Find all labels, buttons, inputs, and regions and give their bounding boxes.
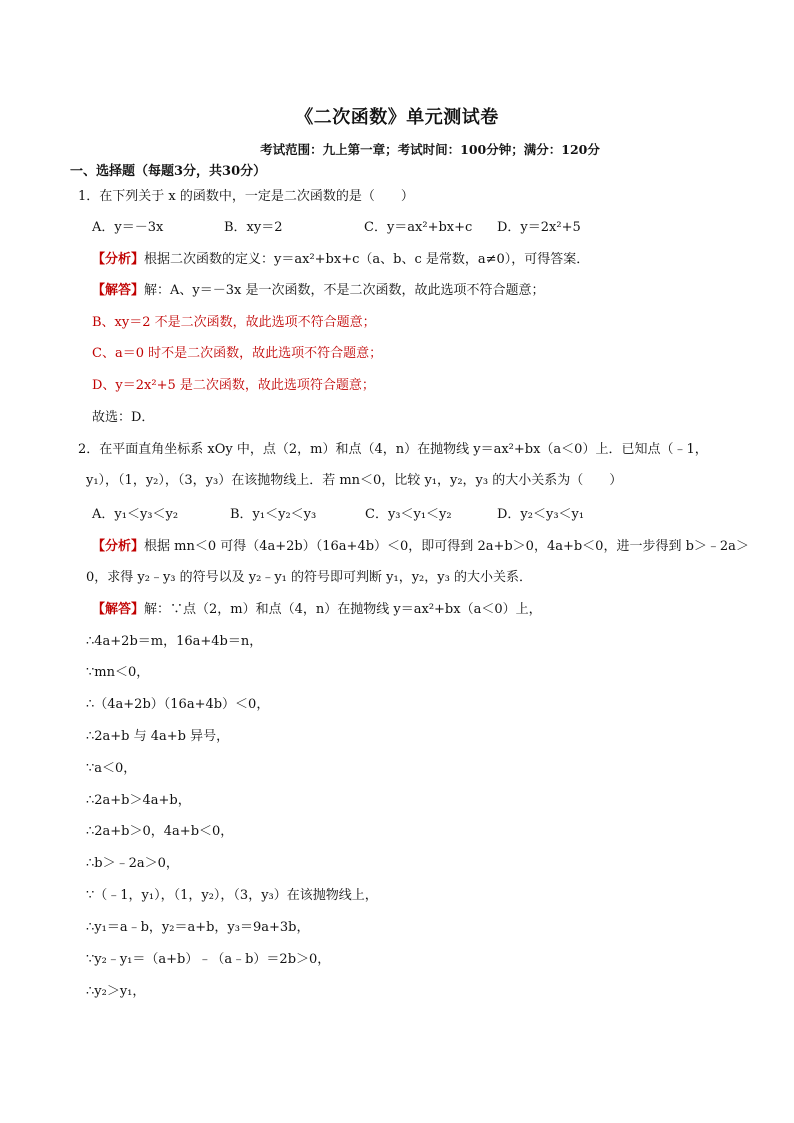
exam-info: 考试范围：九上第一章；考试时间：100分钟；满分：120分: [260, 142, 600, 157]
q2-step-2: ∵mn＜0，: [86, 665, 150, 680]
q2-step-10: ∴y₁＝a﹣b，y₂＝a+b，y₃＝9a+3b，: [86, 920, 310, 935]
q2-step-12: ∴y₂＞y₁，: [86, 984, 146, 999]
q1-answer-line-5: 故选：D．: [92, 410, 155, 425]
answer-tag: 【解答】: [92, 602, 145, 617]
q2-stem-line-2: y₁），（1，y₂），（3，y₃）在该抛物线上．若 mn＜0，比较 y₁，y₂，y₃ 的大小关系为（ ）: [86, 473, 623, 488]
q2-step-9: ∵（﹣1，y₁），（1，y₂），（3，y₃）在该抛物线上，: [86, 888, 378, 903]
q2-step-3: ∴（4a+2b）（16a+4b）＜0，: [86, 697, 270, 712]
q1-option-c: C．y＝ax²+bx+c: [364, 220, 473, 235]
q2-option-d: D．y₂＜y₃＜y₁: [497, 507, 585, 522]
q1-option-d: D．y＝2x²+5: [497, 220, 581, 235]
q2-option-b: B．y₁＜y₂＜y₃: [230, 507, 317, 522]
q1-answer-line-3: C、a＝0 时不是二次函数，故此选项不符合题意；: [92, 346, 383, 361]
q2-step-5: ∵a＜0，: [86, 761, 137, 776]
q2-analysis-line-1: 根据 mn＜0 可得（4a+2b）（16a+4b）＜0，即可得到 2a+b＞0，4a+b＜0，进一步得到 b＞﹣2a＞: [144, 539, 749, 554]
q2-answer: [92, 601, 542, 619]
q2-step-7: ∴2a+b＞0，4a+b＜0，: [86, 824, 234, 839]
q2-step-4: ∴2a+b 与 4a+b 异号，: [86, 729, 230, 744]
q2-stem-line-1: 2．在平面直角坐标系 xOy 中，点（2，m）和点（4，n）在抛物线 y＝ax²+bx（a＜0）上．已知点（﹣1，: [78, 442, 708, 457]
q2-step-1: ∴4a+2b＝m，16a+4b＝n，: [86, 634, 263, 649]
analysis-tag: 【分析】: [92, 252, 145, 267]
page-title: 《二次函数》单元测试卷: [295, 107, 499, 128]
q1-answer-line-2: B、xy＝2 不是二次函数，故此选项不符合题意；: [92, 315, 376, 330]
q1-answer: [92, 282, 544, 300]
q2-analysis-line-2: 0，求得 y₂﹣y₃ 的符号以及 y₂﹣y₁ 的符号即可判断 y₁，y₂，y₃ 的大小关系．: [86, 570, 532, 585]
q2-analysis: [92, 538, 749, 556]
answer-tag: 【解答】: [92, 283, 145, 298]
q2-step-8: ∴b＞﹣2a＞0，: [86, 856, 179, 871]
q1-analysis-text: 根据二次函数的定义：y＝ax²+bx+c（a、b、c 是常数，a≠0），可得答案．: [144, 252, 590, 267]
q2-answer-line-1: 解：∵点（2，m）和点（4，n）在抛物线 y＝ax²+bx（a＜0）上，: [144, 602, 542, 617]
q1-option-b: B．xy＝2: [224, 220, 283, 235]
analysis-tag: 【分析】: [92, 539, 145, 554]
q2-step-6: ∴2a+b＞4a+b，: [86, 793, 191, 808]
q1-analysis: [92, 251, 589, 269]
q1-answer-line-4: D、y＝2x²+5 是二次函数，故此选项符合题意；: [92, 378, 375, 393]
q2-step-11: ∵y₂﹣y₁＝（a+b）﹣（a﹣b）＝2b＞0，: [86, 952, 331, 967]
q1-stem: 1．在下列关于 x 的函数中，一定是二次函数的是（ ）: [78, 189, 414, 204]
section-heading: 一、选择题（每题3分，共30分）: [70, 164, 267, 179]
q2-option-c: C．y₃＜y₁＜y₂: [365, 507, 452, 522]
q1-option-a: A．y＝－3x: [92, 220, 164, 235]
q1-answer-line-1: 解：A、y＝－3x 是一次函数，不是二次函数，故此选项不符合题意；: [144, 283, 545, 298]
q2-option-a: A．y₁＜y₃＜y₂: [92, 507, 179, 522]
